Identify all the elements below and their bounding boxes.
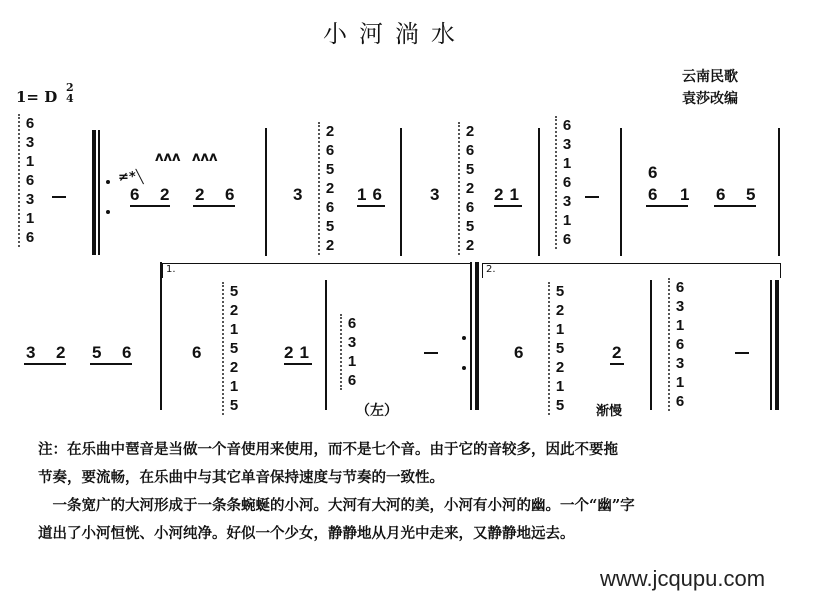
note: 6 xyxy=(716,185,726,204)
tremolo-icon: ʌʌʌ xyxy=(155,150,181,165)
repeat-dot xyxy=(106,210,110,214)
note: 5 xyxy=(746,185,756,204)
barline xyxy=(538,128,540,256)
repeat-dot xyxy=(106,180,110,184)
underline xyxy=(193,205,235,207)
note: 6 xyxy=(122,343,132,362)
left-hand-label: （左） xyxy=(356,402,398,418)
underline xyxy=(24,363,66,365)
underline xyxy=(284,363,312,365)
underline xyxy=(130,205,170,207)
ornament-mark: ≠*╲ xyxy=(118,170,144,185)
barline xyxy=(98,130,100,255)
arpeggio-chord: 6316 xyxy=(340,314,357,390)
underline xyxy=(357,205,385,207)
note: 6 xyxy=(130,185,140,204)
repeat-dot xyxy=(462,366,466,370)
arpeggio-chord: 6316316 xyxy=(18,114,35,247)
barline xyxy=(650,280,652,410)
note: 2 xyxy=(56,343,66,362)
arpeggio-chord: 5215215 xyxy=(548,282,565,415)
barline xyxy=(265,128,267,256)
repeat-start-bar xyxy=(92,130,96,255)
arpeggio-chord: 6316316 xyxy=(555,116,572,249)
page-title: 小河淌水 xyxy=(323,20,467,48)
underline xyxy=(714,205,756,207)
performance-notes xyxy=(38,436,798,548)
note-line: 节奏，要流畅，在乐曲中与其它单音保持速度与节奏的一致性。 xyxy=(38,469,444,486)
dash xyxy=(735,352,749,354)
dash xyxy=(52,196,66,198)
repeat-end-bar xyxy=(475,262,479,410)
tremolo-icon: ʌʌʌ xyxy=(192,150,218,165)
note: 3 xyxy=(430,185,440,204)
note-pair: 21 xyxy=(284,343,315,362)
volta-1: 1. xyxy=(162,263,471,278)
time-signature: 2 4 xyxy=(66,81,74,105)
note-pair: 21 xyxy=(494,185,525,204)
dash xyxy=(424,352,438,354)
note: 2 xyxy=(160,185,170,204)
barline xyxy=(160,262,162,410)
volta-2: 2. xyxy=(482,263,781,278)
key-signature: 1= D xyxy=(16,88,58,106)
underline xyxy=(646,205,688,207)
note: 3 xyxy=(26,343,36,362)
note: 3 xyxy=(293,185,303,204)
origin-label: 云南民歌 xyxy=(682,69,738,85)
arpeggio-chord: 2652652 xyxy=(318,122,335,255)
arpeggio-chord: 2652652 xyxy=(458,122,475,255)
note-line: 道出了小河恒恍、小河纯净。好似一个少女，静静地从月光中走来，又静静地远去。 xyxy=(38,525,575,542)
dash xyxy=(585,196,599,198)
underline xyxy=(494,205,522,207)
note: 2 xyxy=(195,185,205,204)
barline xyxy=(325,280,327,410)
arranger-label: 袁莎改编 xyxy=(682,91,738,107)
note-line: 注：在乐曲中琶音是当做一个音使用来使用，而不是七个音。由于它的音较多，因此不要拖 xyxy=(38,441,618,458)
note-line: 一条宽广的大河形成于一条条蜿蜒的小河。大河有大河的美，小河有小河的幽。一个“幽”字 xyxy=(38,497,635,514)
arpeggio-chord: 6316316 xyxy=(668,278,685,411)
note-pair: 16 xyxy=(357,185,388,204)
underline xyxy=(610,363,624,365)
note: 6 xyxy=(192,343,202,362)
barline xyxy=(778,128,780,256)
note: 6 xyxy=(514,343,524,362)
note: 1 xyxy=(680,185,690,204)
underline xyxy=(90,363,132,365)
watermark: www.jcqupu.com xyxy=(600,566,766,591)
note: 6 xyxy=(648,185,658,204)
barline xyxy=(620,128,622,256)
note: 2 xyxy=(612,343,622,362)
note: 6 xyxy=(225,185,235,204)
arpeggio-chord: 5215215 xyxy=(222,282,239,415)
barline xyxy=(770,280,772,410)
tempo-marking: 渐慢 xyxy=(596,403,623,418)
repeat-dot xyxy=(462,336,466,340)
note: 5 xyxy=(92,343,102,362)
final-bar xyxy=(775,280,779,410)
barline xyxy=(470,262,472,410)
note: 6 xyxy=(648,163,658,182)
barline xyxy=(400,128,402,256)
